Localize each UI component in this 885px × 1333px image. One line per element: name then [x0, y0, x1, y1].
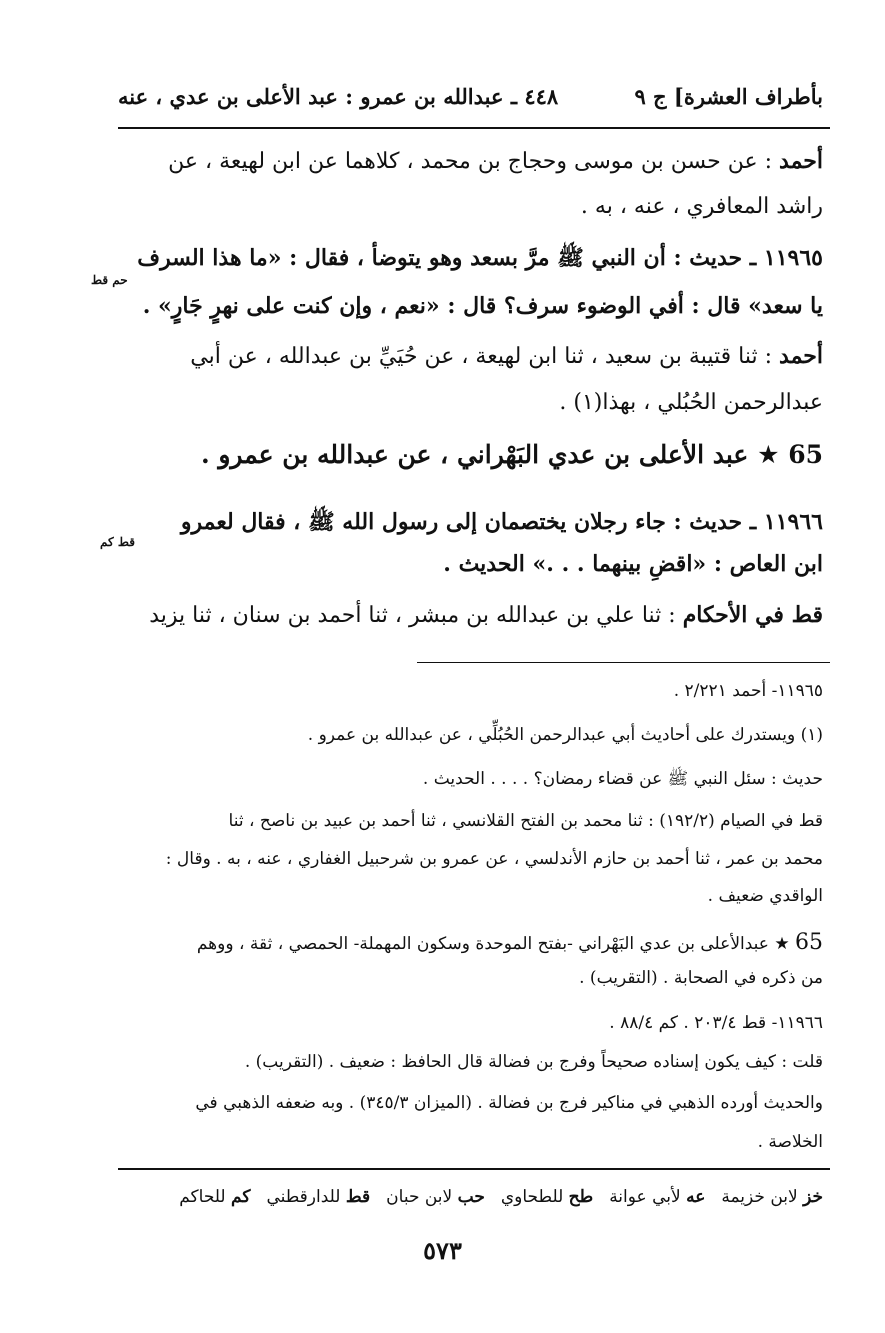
abbr-item: حب لابن حبان [386, 1187, 485, 1207]
hadith-11966-line-2: ابن العاص : «اقضِ بينهما . . .» الحديث . [443, 551, 823, 577]
abbreviations-rule [118, 1168, 830, 1170]
footnote-note-line-2: والحديث أورده الذهبي في مناكير فرج بن فضالة . (الميزان ٣٤٥/٣) . وبه ضعفه الذهبي في [195, 1093, 823, 1113]
header-rule [118, 127, 830, 129]
page-number: ٥٧٣ [423, 1236, 462, 1265]
chain-text: : ثنا قتيبة بن سعيد ، ثنا ابن لهيعة ، عن حُيَيِّ بن عبدالله ، عن أبي [190, 344, 780, 369]
star-icon: ★ [757, 440, 780, 469]
abbr-item: طح للطحاوي [500, 1187, 594, 1207]
chain-paragraph-2-line-2: عبدالرحمن الحُبُلي ، بهذا(١) . [559, 390, 823, 415]
footnote-chain-line-2: محمد بن عمر ، ثنا أحمد بن حازم الأندلسي ، عن عمرو بن شرحبيل الغفاري ، عنه ، به . وقال : [165, 849, 823, 869]
footnote-ref-11966: ١١٩٦٦- قط ٢٠٣/٤ . كم ٨٨/٤ . [609, 1013, 823, 1033]
source-name: أحمد [779, 148, 823, 174]
hadith-11965-sources-tag: حم قط [91, 273, 128, 287]
footnote-ref-11965: ١١٩٦٥- أحمد ٢/٢٢١ . [673, 681, 823, 701]
footnote-note-line-1: قلت : كيف يكون إسناده صحيحاً وفرج بن فضالة قال الحافظ : ضعيف . (التقريب) . [244, 1052, 823, 1072]
footnote-chain-line-3: الواقدي ضعيف . [707, 886, 823, 906]
hadith-11966-line-1: ١١٩٦٦ ـ حديث : جاء رجلان يختصمان إلى رسول الله ﷺ ، فقال لعمرو [180, 509, 823, 535]
abbr-item: قط للدارقطني [266, 1187, 371, 1207]
footnote-narrator-line-2: من ذكره في الصحابة . (التقريب) . [579, 968, 823, 988]
abbr-item: كم للحاكم [179, 1187, 251, 1207]
abbr-item: خز لابن خزيمة [721, 1187, 823, 1207]
chain-paragraph-2-line-1 [190, 343, 823, 369]
source-name: أحمد [779, 343, 823, 369]
footnote-narrator-text: عبدالأعلى بن عدي البَهْراني -بفتح الموحدة وسكون المهملة- الحمصي ، ثقة ، ووهم [196, 934, 769, 954]
header-right: بأطراف العشرة] ج ٩ [634, 84, 823, 109]
chain-paragraph-3-line-1 [149, 602, 823, 628]
footnote-rule [417, 662, 830, 663]
hadith-11965-line-1: ١١٩٦٥ ـ حديث : أن النبي ﷺ مرَّ بسعد وهو يتوضأ ، فقال : «ما هذا السرف [137, 245, 823, 271]
narrator-heading [201, 440, 823, 469]
hadith-11965-line-2: يا سعد» قال : أفي الوضوء سرف؟ قال : «نعم ، وإن كنت على نهرٍ جَارٍ» . [142, 293, 823, 319]
footnote-chain-line-1: قط في الصيام (١٩٢/٢) : ثنا محمد بن الفتح القلانسي ، ثنا أحمد بن عبيد بن ناصح ، ثنا [228, 811, 823, 831]
footnote-hadith: حديث : سئل النبي ﷺ عن قضاء رمضان؟ . . . . الحديث . [422, 769, 823, 789]
star-icon: ★ [774, 934, 790, 954]
footnote-note-line-3: الخلاصة . [757, 1132, 823, 1152]
source-name: قط في الأحكام [682, 602, 823, 628]
footnote-narrator-line-1 [197, 930, 823, 955]
chain-paragraph-1-line-2: راشد المعافري ، عنه ، به . [580, 194, 823, 219]
footnote-narrator-number: 65 [795, 930, 823, 955]
abbr-item: عه لأبي عوانة [609, 1187, 706, 1207]
footnote-1: (١) ويستدرك على أحاديث أبي عبدالرحمن الحُبُلِّي ، عن عبدالله بن عمرو . [307, 725, 823, 745]
chain-text: : عن حسن بن موسى وحجاج بن محمد ، كلاهما عن ابن لهيعة ، عن [168, 149, 780, 174]
narrator-text: عبد الأعلى بن عدي البَهْراني ، عن عبدالله بن عمرو . [200, 440, 749, 469]
narrator-number: 65 [788, 440, 823, 469]
header-left: ٤٤٨ ـ عبدالله بن عمرو : عبد الأعلى بن عدي ، عنه [118, 84, 559, 109]
chain-paragraph-1-line-1 [168, 148, 823, 174]
abbreviations-legend [179, 1187, 823, 1207]
hadith-11966-sources-tag: قط كم [100, 535, 136, 549]
chain-text: : ثنا علي بن عبدالله بن مبشر ، ثنا أحمد بن سنان ، ثنا يزيد [149, 603, 683, 628]
